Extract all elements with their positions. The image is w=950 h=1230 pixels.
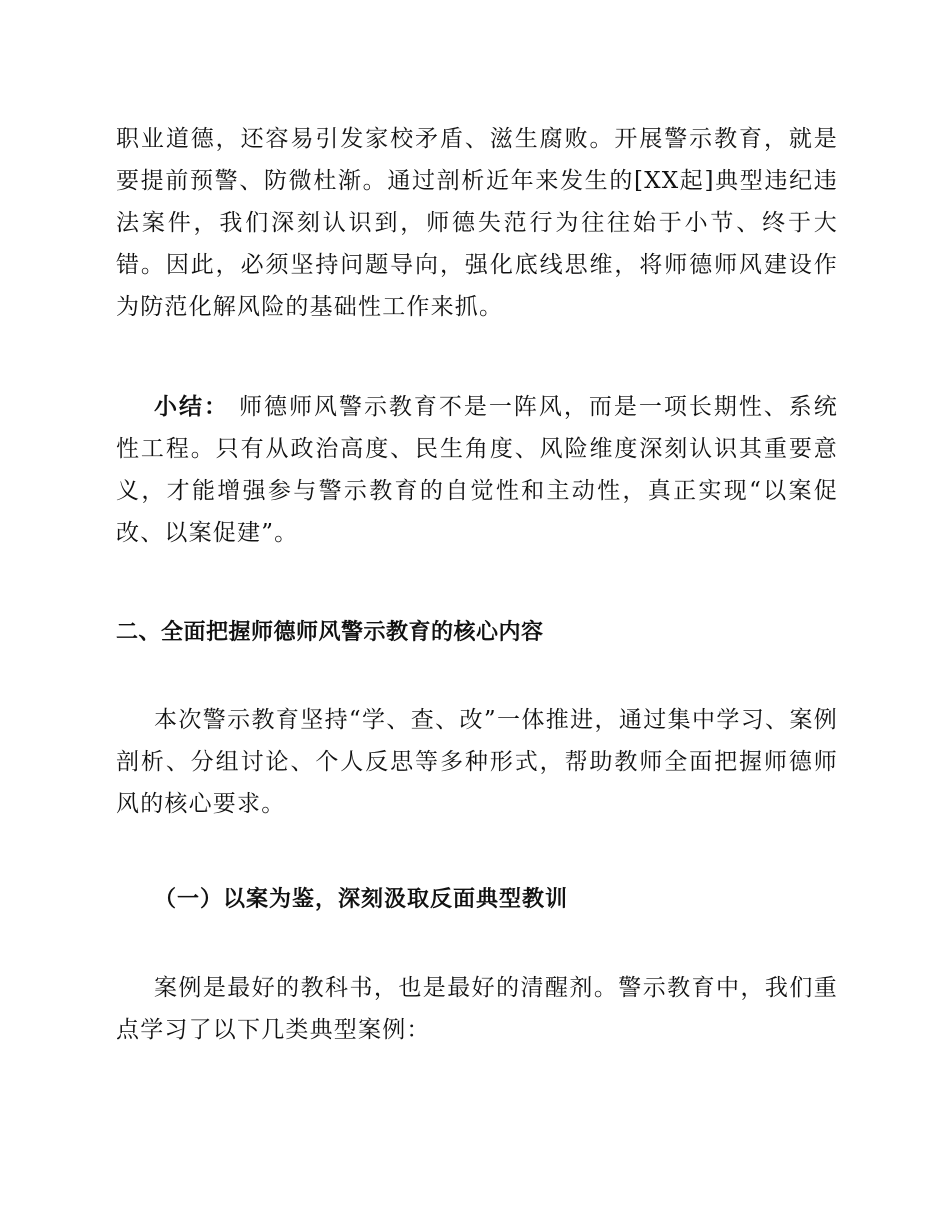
summary-text: 师德师风警示教育不是一阵风，而是一项长期性、系统性工程。只有从政治高度、民生角度、风险维度深刻认识其重要意义，才能增强参与警示教育的自觉性和主动性，真正实现“以案促改、以案促建”。 <box>116 394 838 546</box>
summary-paragraph <box>116 386 838 554</box>
section-intro-paragraph: 本次警示教育坚持“学、查、改”一体推进，通过集中学习、案例剖析、分组讨论、个人反思等多种形式，帮助教师全面把握师德师风的核心要求。 <box>116 707 838 817</box>
subsection-paragraph: 案例是最好的教科书，也是最好的清醒剂。警示教育中，我们重点学习了以下几类典型案例： <box>116 975 838 1043</box>
subsection-heading: （一）以案为鉴，深刻汲取反面典型教训 <box>154 886 569 912</box>
paragraph-continued: 职业道德，还容易引发家校矛盾、滋生腐败。开展警示教育，就是要提前预警、防微杜渐。通过剖析近年来发生的[XX起]典型违纪违法案件，我们深刻认识到，师德失范行为往往始于小节、终于大错。因此，必须坚持问题导向，强化底线思维，将师德师风建设作为防范化解风险的基础性工作来抓。 <box>116 126 838 320</box>
summary-label: 小结： <box>154 394 229 420</box>
section-heading: 二、全面把握师德师风警示教育的核心内容 <box>116 620 544 645</box>
